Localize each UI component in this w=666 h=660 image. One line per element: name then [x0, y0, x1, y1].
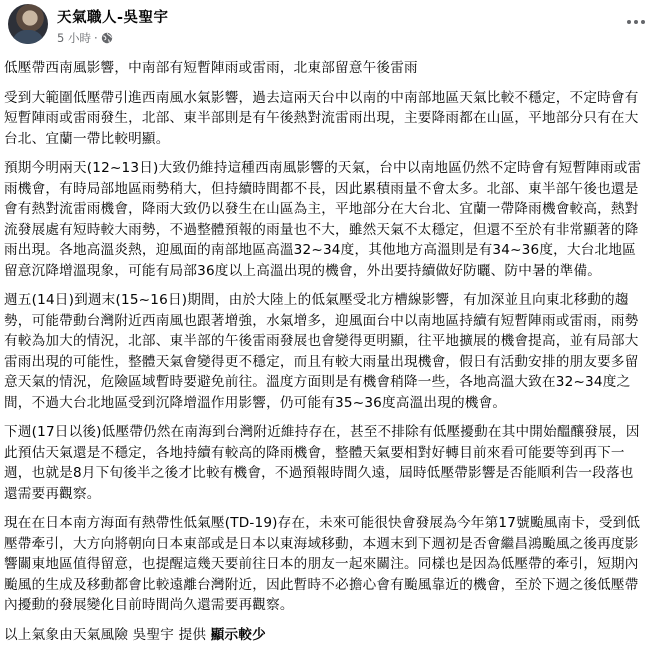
post-header: [8, 0, 658, 54]
author-name[interactable]: 天氣職人-吳聖宇: [57, 10, 169, 26]
post-paragraph: 下週(17日以後)低壓帶仍然在南海到台灣附近維持存在，甚至不排除有低壓擾動在其中開始醞釀發展，因此預估天氣還是不穩定，各地持續有較高的降雨機會，整體天氣要相對好轉目前來看可能要等到再下一週，也就是8月下旬後半之後才比較有機會，不過預報時間久遠，屆時低壓帶影響是否能順利告一段落也還需要再觀察。: [4, 424, 640, 502]
post-paragraph: 受到大範圍低壓帶引進西南風水氣影響，過去這兩天台中以南的中南部地區天氣比較不穩定，不定時會有短暫陣雨或雷雨發生，北部、東半部則是有午後熱對流雷雨出現，主要降雨都在山區，平地部分只有在大台北、宜蘭一帶比較明顯。: [4, 89, 639, 147]
post-paragraph: 預期今明兩天(12~13日)大致仍維持這種西南風影響的天氣，台中以南地區仍然不定時會有短暫陣雨或雷雨機會，有時局部地區雨勢稍大，但持續時間都不長，因此累積雨量不會太多。北部、東半部午後也還是會有熱對流雷雨機會，降雨大致仍以發生在山區為主，平地部分在大台北、宜蘭一帶降雨機會較高，熱對流發展處有短時較大雨勢，不過整體預報的雨量也不大，雖然天氣不太穩定，但還不至於有非常顯著的降雨出現。各地高溫炎熱，迎風面的南部地區高溫32~34度，其他地方高溫則是有34~36度，大台北地區留意沉降增溫現象，可能有局部36度以上高溫出現的機會，外出要持續做好防曬、防中暑的準備。: [4, 160, 642, 279]
post-paragraph: 現在在日本南方海面有熱帶性低氣壓(TD-19)存在，未來可能很快會發展為今年第17號颱風南卡，受到低壓帶牽引，大方向將朝向日本東部或是日本以東海域移動，本週末到下週初是否會繼昌鴻颱風之後再度影響關東地區值得留意，也提醒這幾天要前往日本的朋友一起來關注。同樣也是因為低壓帶的牽引，短期內颱風的生成及移動都會比較遠離台灣附近，因此暫時不必擔心會有颱風靠近的機會，至於下週之後低壓帶內擾動的發展變化目前時間尚久還需要再觀察。: [4, 515, 641, 613]
meta-separator: ·: [93, 31, 98, 45]
post-body: [4, 58, 644, 645]
post-headline: 低壓帶西南風影響，中南部有短暫陣雨或雷雨，北東部留意午後雷雨: [4, 60, 418, 76]
post-paragraph: 週五(14日)到週末(15~16日)期間，由於大陸上的低氣壓受北方槽線影響，有加深並且向東北移動的趨勢，可能帶動台灣附近西南風也跟著增強，水氣增多，迎風面台中以南地區持續有短暫陣雨或雷雨，雨勢有較為加大的情況，北部、東半部的午後雷雨發展也會變得更明顯，往平地擴展的機會提高，並有局部大雷雨出現的可能性，整體天氣會變得更不穩定，而且有較大雨量出現機會，假日有活動安排的朋友要多留意天氣的情況，危險區域暫時要避免前往。溫度方面則是有機會稍降一些，各地高溫大致在32~34度之間，不過大台北地區受到沉降增溫作用影響，仍可能有35~36度高溫出現的機會。: [4, 292, 639, 411]
globe-icon[interactable]: [101, 32, 113, 44]
post-footer: [4, 625, 644, 646]
post-time[interactable]: 5 小時: [57, 31, 91, 45]
author-avatar[interactable]: [8, 4, 48, 44]
footer-credit: 以上氣象由天氣風險 吳聖宇 提供: [4, 626, 211, 643]
more-options-icon[interactable]: [622, 8, 650, 36]
post-meta: [57, 30, 113, 46]
see-less-link[interactable]: 顯示較少: [210, 626, 266, 643]
